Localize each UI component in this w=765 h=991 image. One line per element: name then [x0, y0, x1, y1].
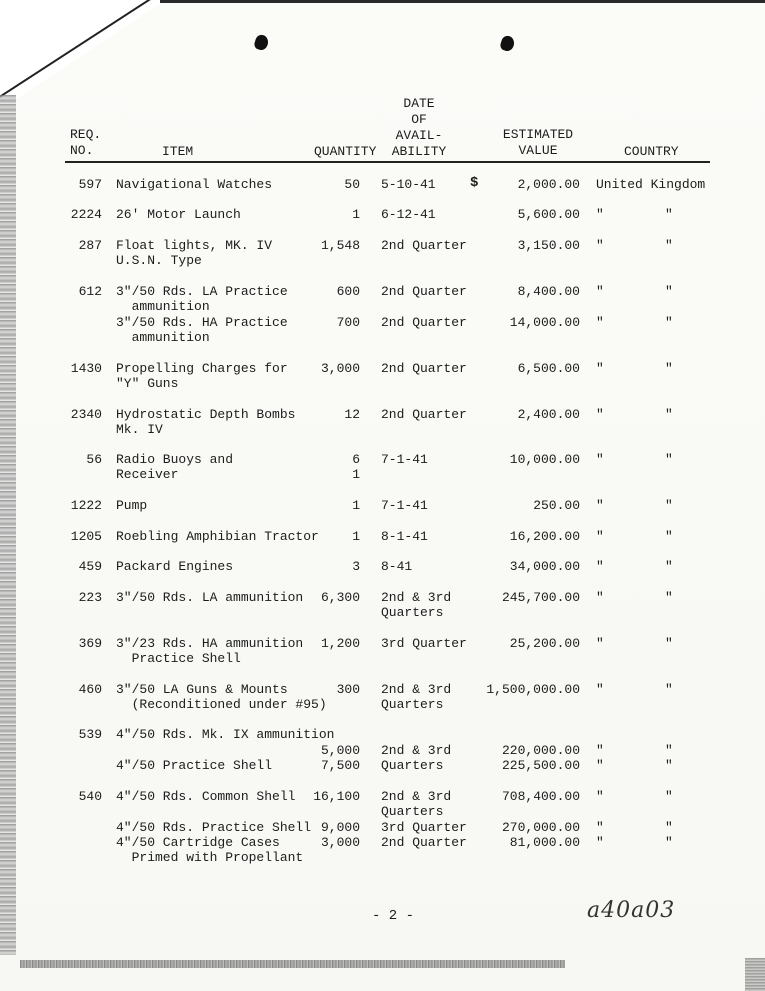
availability-date: 2nd Quarter [381, 361, 467, 376]
country-ditto: " [665, 758, 673, 773]
estimated-value: 81,000.00 [509, 835, 580, 850]
estimated-value: 5,600.00 [517, 207, 580, 222]
item-description: Navigational Watches [116, 177, 273, 192]
item-description: 4"/50 Rds. Mk. IX ammunition [116, 727, 335, 742]
item-description: Propelling Charges for "Y" Guns [116, 361, 288, 391]
quantity: 700 [336, 315, 360, 330]
page-bottom-right-corner [745, 958, 765, 991]
country-ditto: " [665, 407, 673, 422]
country-ditto: " [596, 315, 604, 330]
quantity: 6 1 [352, 452, 360, 482]
req-number: 597 [78, 177, 102, 192]
estimated-value: 270,000.00 [501, 820, 580, 835]
folded-corner [0, 0, 165, 110]
header-estimated-value: ESTIMATED VALUE [502, 127, 574, 158]
quantity: 3,000 [320, 361, 360, 376]
estimated-value: 14,000.00 [509, 315, 580, 330]
quantity: 50 [344, 177, 360, 192]
item-description: 3"/50 Rds. LA Practice ammunition [116, 284, 288, 314]
quantity: 1 [352, 207, 360, 222]
estimated-value: 8,400.00 [517, 284, 580, 299]
country-ditto: " [665, 835, 673, 850]
country-ditto: " [665, 452, 673, 467]
availability-date: 2nd & 3rd Quarters [381, 682, 452, 712]
country-ditto: " [665, 284, 673, 299]
header-req-no: REQ. NO. [70, 127, 102, 158]
country-ditto: " [596, 636, 604, 651]
country-ditto: " [596, 835, 604, 850]
estimated-value: 2,000.00 [517, 177, 580, 192]
availability-date: 2nd & 3rd [381, 743, 452, 758]
country-ditto: " [596, 559, 604, 574]
country-ditto: " [665, 315, 673, 330]
item-description: 4"/50 Practice Shell [116, 758, 273, 773]
req-number: 2340 [70, 407, 102, 422]
estimated-value: 10,000.00 [509, 452, 580, 467]
page-left-edge [0, 95, 16, 955]
quantity: 300 [336, 682, 360, 697]
country-ditto: " [665, 789, 673, 804]
availability-date: 7-1-41 [381, 498, 428, 513]
item-description: 3"/50 Rds. HA Practice ammunition [116, 315, 288, 345]
page-top-edge [160, 0, 765, 3]
item-description: Radio Buoys and Receiver [116, 452, 234, 482]
item-description: Pump [116, 498, 148, 513]
item-description: 3"/50 Rds. LA ammunition [116, 590, 304, 605]
availability-date: Quarters [381, 758, 444, 773]
availability-date: 2nd Quarter [381, 835, 467, 850]
req-number: 1222 [70, 498, 102, 513]
quantity: 6,300 [320, 590, 360, 605]
item-description: Hydrostatic Depth Bombs Mk. IV [116, 407, 296, 437]
availability-date: 2nd Quarter [381, 284, 467, 299]
quantity: 1,200 [320, 636, 360, 651]
quantity: 5,000 [320, 743, 360, 758]
item-description: 4"/50 Rds. Practice Shell [116, 820, 312, 835]
country-ditto: " [596, 361, 604, 376]
item-description: Float lights, MK. IV U.S.N. Type [116, 238, 273, 268]
availability-date: 3rd Quarter [381, 820, 467, 835]
country-ditto: " [665, 636, 673, 651]
country-ditto: " [596, 207, 604, 222]
country-ditto: " [665, 743, 673, 758]
availability-date: 7-1-41 [381, 452, 428, 467]
country-ditto: " [665, 820, 673, 835]
country-ditto: " [665, 590, 673, 605]
quantity: 600 [336, 284, 360, 299]
country-ditto: " [596, 820, 604, 835]
estimated-value: 25,200.00 [509, 636, 580, 651]
estimated-value: 220,000.00 [501, 743, 580, 758]
quantity: 12 [344, 407, 360, 422]
item-description: 26' Motor Launch [116, 207, 241, 222]
country-ditto: " [596, 789, 604, 804]
country-ditto: " [596, 758, 604, 773]
quantity: 1 [352, 529, 360, 544]
req-number: 369 [78, 636, 102, 651]
availability-date: 5-10-41 [381, 177, 436, 192]
item-description: 3"/50 LA Guns & Mounts (Reconditioned under #95) [116, 682, 327, 712]
req-number: 540 [78, 789, 102, 804]
country-ditto: " [596, 284, 604, 299]
quantity: 7,500 [320, 758, 360, 773]
quantity: 1,548 [320, 238, 360, 253]
page-bottom-edge [20, 960, 565, 968]
country-ditto: " [665, 529, 673, 544]
req-number: 56 [86, 452, 102, 467]
item-description: 4"/50 Cartridge Cases Primed with Propellant [116, 835, 304, 865]
country-ditto: " [596, 452, 604, 467]
req-number: 2224 [70, 207, 102, 222]
availability-date: 8-41 [381, 559, 413, 574]
req-number: 1430 [70, 361, 102, 376]
country-ditto: " [665, 361, 673, 376]
availability-date: 2nd & 3rd Quarters [381, 789, 452, 819]
country-ditto: " [665, 682, 673, 697]
req-number: 539 [78, 727, 102, 742]
req-number: 459 [78, 559, 102, 574]
country: United Kingdom [596, 177, 706, 192]
item-description: 3"/23 Rds. HA ammunition Practice Shell [116, 636, 304, 666]
req-number: 460 [78, 682, 102, 697]
dollar-sign: $ [470, 175, 479, 191]
estimated-value: 250.00 [533, 498, 580, 513]
availability-date: 2nd Quarter [381, 238, 467, 253]
country-ditto: " [596, 529, 604, 544]
availability-date: 6-12-41 [381, 207, 436, 222]
req-number: 612 [78, 284, 102, 299]
req-number: 223 [78, 590, 102, 605]
quantity: 1 [352, 498, 360, 513]
item-description: Packard Engines [116, 559, 234, 574]
availability-date: 2nd Quarter [381, 407, 467, 422]
quantity: 9,000 [320, 820, 360, 835]
availability-date: 2nd Quarter [381, 315, 467, 330]
estimated-value: 245,700.00 [501, 590, 580, 605]
item-description: Roebling Amphibian Tractor [116, 529, 319, 544]
header-country: COUNTRY [624, 144, 679, 159]
estimated-value: 6,500.00 [517, 361, 580, 376]
item-description: 4"/50 Rds. Common Shell [116, 789, 296, 804]
country-ditto: " [596, 238, 604, 253]
availability-date: 8-1-41 [381, 529, 428, 544]
country-ditto: " [596, 407, 604, 422]
country-ditto: " [596, 590, 604, 605]
availability-date: 3rd Quarter [381, 636, 467, 651]
availability-date: 2nd & 3rd Quarters [381, 590, 452, 620]
estimated-value: 1,500,000.00 [486, 682, 580, 697]
handwritten-code: a40a03 [587, 898, 676, 923]
country-ditto: " [596, 498, 604, 513]
header-rule [65, 161, 710, 163]
estimated-value: 34,000.00 [509, 559, 580, 574]
header-quantity: QUANTITY [314, 144, 377, 159]
estimated-value: 2,400.00 [517, 407, 580, 422]
header-date-of-availability: DATE OF AVAIL- ABILITY [391, 96, 447, 159]
header-item: ITEM [162, 144, 194, 159]
estimated-value: 225,500.00 [501, 758, 580, 773]
country-ditto: " [665, 207, 673, 222]
req-number: 1205 [70, 529, 102, 544]
country-ditto: " [665, 498, 673, 513]
country-ditto: " [665, 559, 673, 574]
country-ditto: " [665, 238, 673, 253]
estimated-value: 16,200.00 [509, 529, 580, 544]
quantity: 3,000 [320, 835, 360, 850]
estimated-value: 708,400.00 [501, 789, 580, 804]
quantity: 3 [352, 559, 360, 574]
quantity: 16,100 [313, 789, 360, 804]
req-number: 287 [78, 238, 102, 253]
country-ditto: " [596, 682, 604, 697]
page-number: - 2 - [372, 908, 415, 924]
estimated-value: 3,150.00 [517, 238, 580, 253]
country-ditto: " [596, 743, 604, 758]
